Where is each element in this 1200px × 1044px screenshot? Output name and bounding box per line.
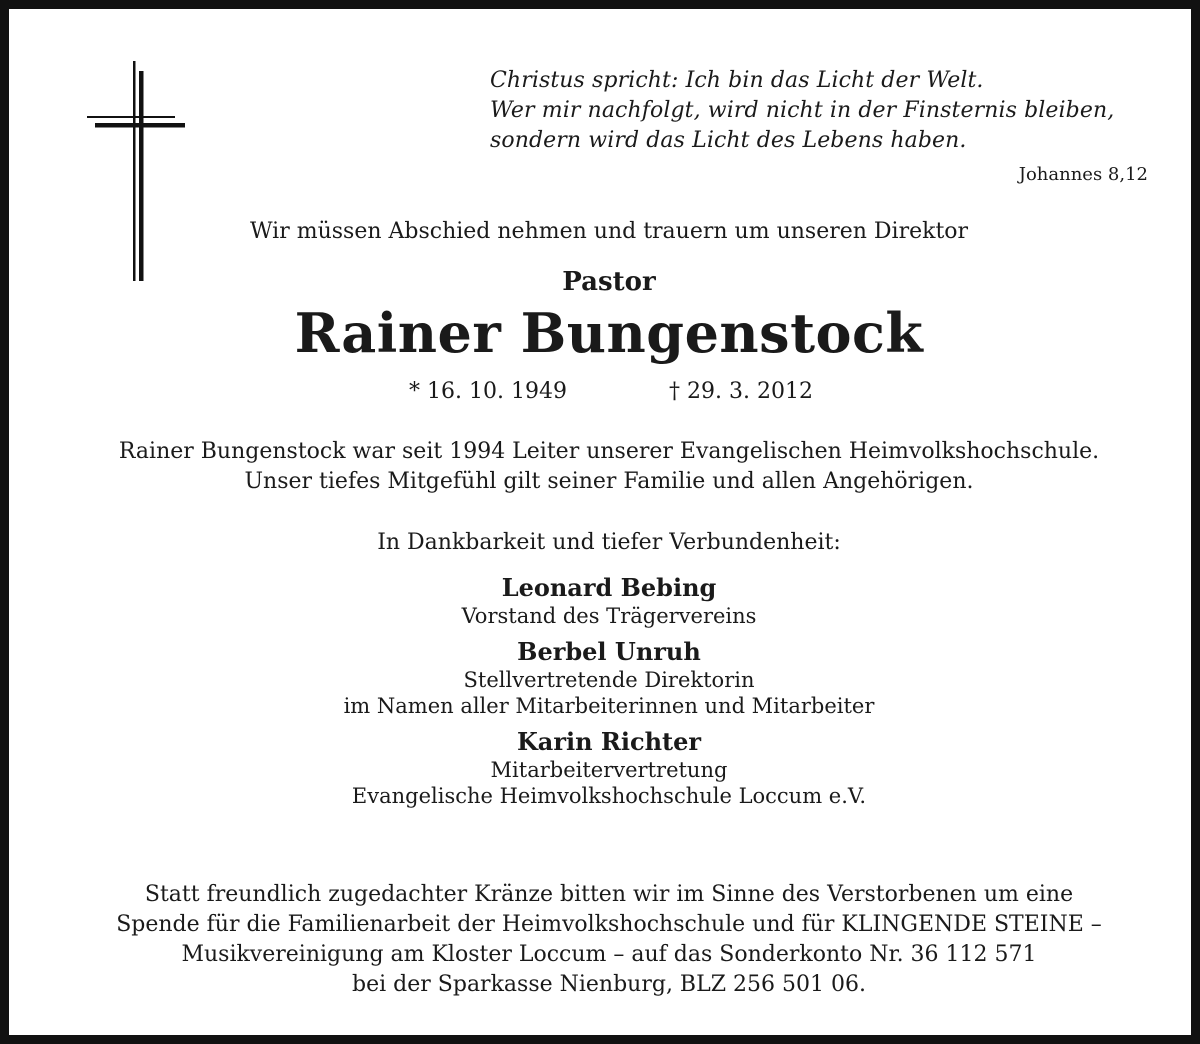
closing-text (9, 880, 1200, 1000)
closing-line: Statt freundlich zugedachter Kränze bitten wir im Sinne des Verstorbenen um eine (144, 882, 1074, 907)
signer (9, 573, 1200, 629)
cross-icon (87, 61, 187, 281)
bible-quote (490, 66, 1170, 156)
intro-text: Wir müssen Abschied nehmen und trauern um unseren Direktor (249, 219, 969, 244)
signer-name: Leonard Bebing (501, 573, 717, 602)
body-line: Unser tiefes Mitgefühl gilt seiner Familie und allen Angehörigen. (244, 469, 974, 494)
signers-list (9, 573, 1200, 817)
quote-line: Christus spricht: Ich bin das Licht der Welt. (490, 68, 984, 93)
quote-line: sondern wird das Licht des Lebens haben. (490, 128, 967, 153)
signer-role: Mitarbeitervertretung (490, 758, 728, 782)
signer-name: Berbel Unruh (517, 637, 701, 666)
quote-reference: Johannes 8,12 (1018, 164, 1148, 185)
deceased-title: Pastor (562, 267, 656, 297)
body-line: Rainer Bungenstock war seit 1994 Leiter unserer Evangelischen Heimvolkshochschule. (118, 439, 1100, 464)
thanks-line: In Dankbarkeit und tiefer Verbundenheit: (377, 530, 841, 555)
signer (9, 727, 1200, 809)
signer-role: Vorstand des Trägervereins (461, 604, 757, 628)
signer-role: Evangelische Heimvolkshochschule Loccum e.V. (351, 784, 867, 808)
signer-role: im Namen aller Mitarbeiterinnen und Mitarbeiter (343, 694, 875, 718)
signer-name: Karin Richter (516, 727, 702, 756)
closing-line: bei der Sparkasse Nienburg, BLZ 256 501 06. (352, 972, 866, 997)
signer-role: Stellvertretende Direktorin (463, 668, 755, 692)
death-date: † 29. 3. 2012 (669, 379, 813, 404)
quote-line: Wer mir nachfolgt, wird nicht in der Finsternis bleiben, (490, 98, 1115, 123)
body-text (9, 437, 1200, 497)
closing-line: Musikvereinigung am Kloster Loccum – auf das Sonderkonto Nr. 36 112 571 (181, 942, 1037, 967)
closing-line: Spende für die Familienarbeit der Heimvolkshochschule und für KLINGENDE STEINE – (116, 912, 1102, 937)
signer (9, 637, 1200, 719)
birth-date: * 16. 10. 1949 (409, 379, 567, 404)
deceased-name: Rainer Bungenstock (294, 301, 924, 365)
